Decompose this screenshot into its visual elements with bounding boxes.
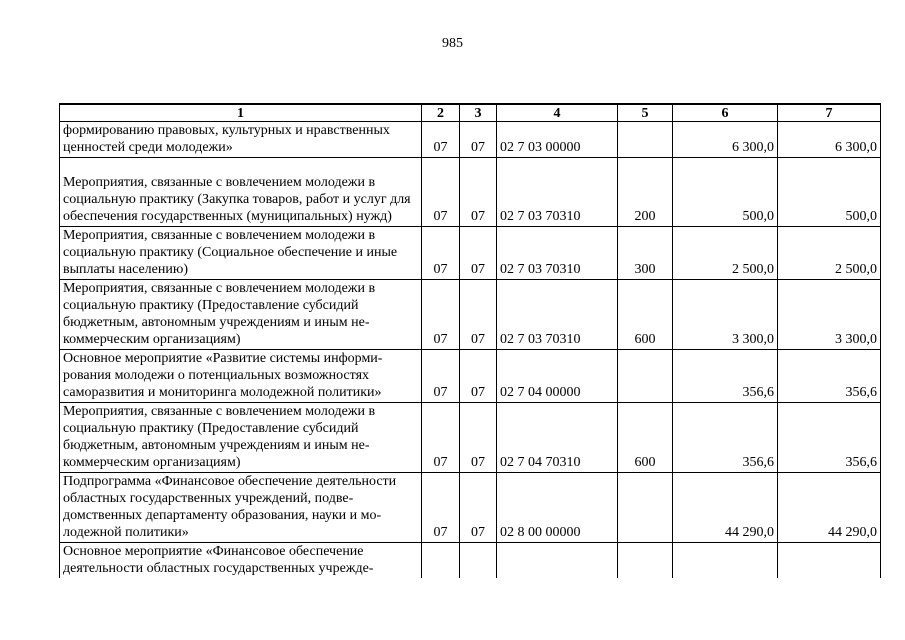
amount-col7-cell: 500,0 bbox=[778, 158, 881, 227]
expense-type-cell: 600 bbox=[618, 280, 673, 350]
row-name-cell: Мероприятия, связанные с вовлечением молодежи в социальную практику (Предоставление субсидий бюджетным, автономным учреждениям и иным некоммерческим организациям) bbox=[60, 403, 422, 473]
subsection-cell: 07 bbox=[460, 158, 497, 227]
target-article-cell: 02 7 03 70310 bbox=[497, 280, 618, 350]
header-col-4: 4 bbox=[497, 104, 618, 122]
header-col-5: 5 bbox=[618, 104, 673, 122]
amount-col6-cell: 356,6 bbox=[673, 403, 778, 473]
amount-col7-cell: 356,6 bbox=[778, 403, 881, 473]
section-cell: 07 bbox=[422, 350, 460, 403]
amount-col6-cell: 44 290,0 bbox=[673, 473, 778, 543]
expense-type-cell: 600 bbox=[618, 403, 673, 473]
subsection-cell: 07 bbox=[460, 280, 497, 350]
subsection-cell: 07 bbox=[460, 473, 497, 543]
header-col-3: 3 bbox=[460, 104, 497, 122]
header-col-2: 2 bbox=[422, 104, 460, 122]
table-row bbox=[60, 227, 881, 280]
table-row bbox=[60, 280, 881, 350]
amount-col7-cell: 356,6 bbox=[778, 350, 881, 403]
amount-col7-cell bbox=[778, 543, 881, 579]
table-row bbox=[60, 473, 881, 543]
budget-table bbox=[59, 103, 881, 578]
section-cell: 07 bbox=[422, 280, 460, 350]
section-cell: 07 bbox=[422, 158, 460, 227]
amount-col6-cell: 3 300,0 bbox=[673, 280, 778, 350]
section-cell: 07 bbox=[422, 122, 460, 158]
amount-col6-cell: 356,6 bbox=[673, 350, 778, 403]
amount-col7-cell: 44 290,0 bbox=[778, 473, 881, 543]
target-article-cell: 02 8 00 00000 bbox=[497, 473, 618, 543]
table-row bbox=[60, 543, 881, 579]
expense-type-cell: 200 bbox=[618, 158, 673, 227]
row-name-cell: Мероприятия, связанные с вовлечением молодежи в социальную практику (Закупка товаров, работ и услуг для обеспечения государственных (муниципальных) нужд) bbox=[60, 158, 422, 227]
target-article-cell: 02 7 03 00000 bbox=[497, 122, 618, 158]
row-name-cell: Основное мероприятие «Развитие системы информирования молодежи о потенциальных возможностях саморазвития и мониторинга молодежной политики» bbox=[60, 350, 422, 403]
amount-col6-cell: 2 500,0 bbox=[673, 227, 778, 280]
row-name-cell: Мероприятия, связанные с вовлечением молодежи в социальную практику (Социальное обеспечение и иные выплаты населению) bbox=[60, 227, 422, 280]
expense-type-cell bbox=[618, 350, 673, 403]
section-cell: 07 bbox=[422, 403, 460, 473]
row-name-cell: Мероприятия, связанные с вовлечением молодежи в социальную практику (Предоставление субсидий бюджетным, автономным учреждениям и иным некоммерческим организациям) bbox=[60, 280, 422, 350]
table-row bbox=[60, 122, 881, 158]
table-row bbox=[60, 403, 881, 473]
target-article-cell: 02 7 04 00000 bbox=[497, 350, 618, 403]
section-cell: 07 bbox=[422, 227, 460, 280]
table-row bbox=[60, 158, 881, 227]
subsection-cell: 07 bbox=[460, 122, 497, 158]
amount-col7-cell: 2 500,0 bbox=[778, 227, 881, 280]
expense-type-cell bbox=[618, 473, 673, 543]
expense-type-cell bbox=[618, 543, 673, 579]
header-col-7: 7 bbox=[778, 104, 881, 122]
subsection-cell: 07 bbox=[460, 227, 497, 280]
subsection-cell: 07 bbox=[460, 350, 497, 403]
target-article-cell: 02 7 03 70310 bbox=[497, 158, 618, 227]
header-row bbox=[60, 104, 881, 122]
target-article-cell: 02 7 03 70310 bbox=[497, 227, 618, 280]
expense-type-cell bbox=[618, 122, 673, 158]
subsection-cell: 07 bbox=[460, 403, 497, 473]
section-cell bbox=[422, 543, 460, 579]
expense-type-cell: 300 bbox=[618, 227, 673, 280]
header-col-1: 1 bbox=[60, 104, 422, 122]
table-row bbox=[60, 350, 881, 403]
amount-col6-cell: 500,0 bbox=[673, 158, 778, 227]
subsection-cell bbox=[460, 543, 497, 579]
target-article-cell bbox=[497, 543, 618, 579]
row-name-cell: формированию правовых, культурных и нравственных ценностей среди молодежи» bbox=[60, 122, 422, 158]
section-cell: 07 bbox=[422, 473, 460, 543]
header-col-6: 6 bbox=[673, 104, 778, 122]
amount-col6-cell: 6 300,0 bbox=[673, 122, 778, 158]
row-name-cell: Подпрограмма «Финансовое обеспечение деятельности областных государственных учреждений, подведомственных департаменту образования, науки и молодежной политики» bbox=[60, 473, 422, 543]
amount-col7-cell: 6 300,0 bbox=[778, 122, 881, 158]
page-number: 985 bbox=[442, 36, 463, 51]
amount-col6-cell bbox=[673, 543, 778, 579]
target-article-cell: 02 7 04 70310 bbox=[497, 403, 618, 473]
amount-col7-cell: 3 300,0 bbox=[778, 280, 881, 350]
row-name-cell: Основное мероприятие «Финансовое обеспечение деятельности областных государственных учрежде- bbox=[60, 543, 422, 579]
